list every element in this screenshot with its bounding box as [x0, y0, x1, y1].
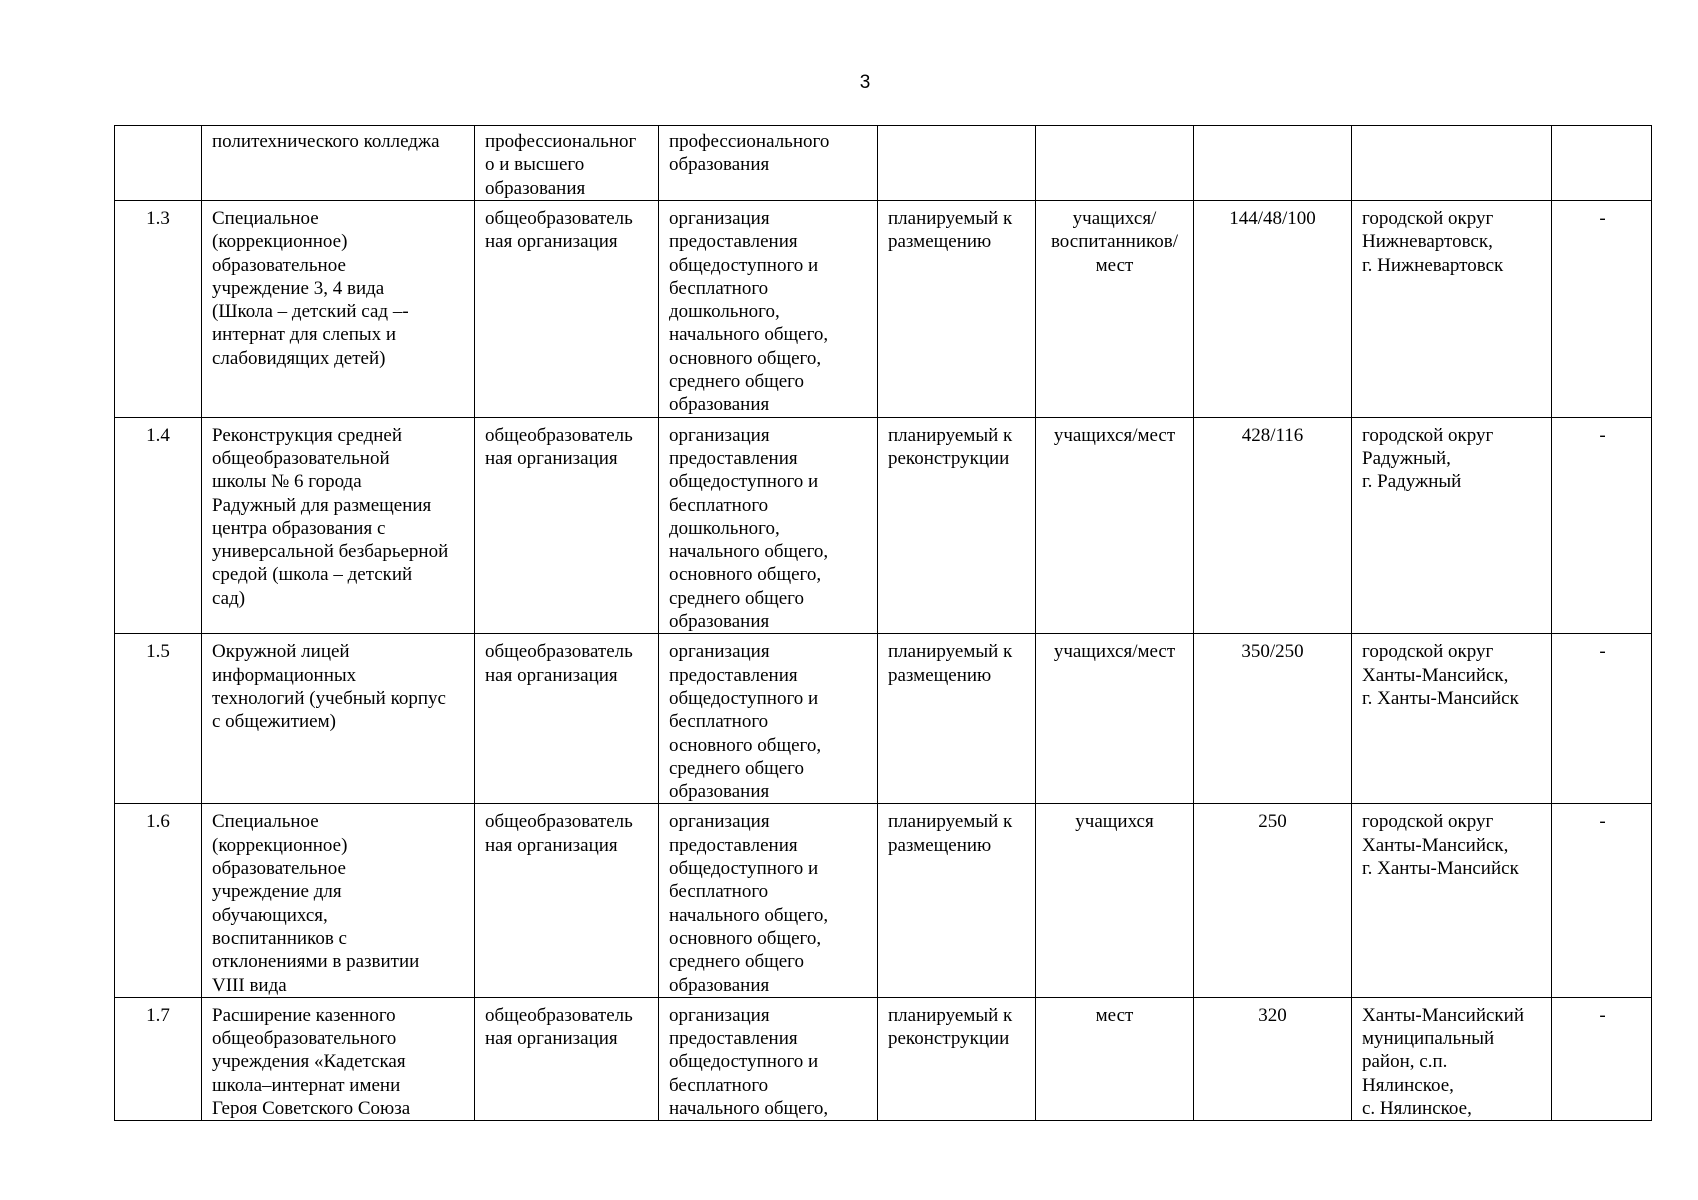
cell-line: образовательное	[212, 254, 346, 276]
object-status-cell	[878, 997, 1036, 1120]
cell-line: VIII вида	[212, 974, 287, 996]
cell-line: ная организация	[485, 447, 618, 469]
cell-line: универсальной безбарьерной	[212, 541, 449, 563]
cell-line: предоставления	[669, 1028, 798, 1050]
value-cell	[1194, 126, 1352, 201]
cell-line: городской округ	[1362, 641, 1494, 663]
cell-line: дошкольного,	[669, 517, 780, 539]
table-row	[115, 634, 1652, 804]
value-cell: 320	[1194, 997, 1352, 1120]
cell-line: начального общего,	[669, 1097, 829, 1119]
object-purpose-cell	[659, 634, 878, 804]
location-cell	[1352, 126, 1552, 201]
cell-line: общедоступного и	[669, 858, 819, 880]
cell-line: размещению	[888, 231, 992, 253]
object-purpose-cell	[659, 804, 878, 997]
cell-line: общедоступного и	[669, 687, 819, 709]
table-row	[115, 201, 1652, 418]
location-cell	[1352, 804, 1552, 997]
cell-line: воспитанников с	[212, 927, 347, 949]
value-cell: 144/48/100	[1194, 201, 1352, 418]
cell-line: предоставления	[669, 834, 798, 856]
cell-line: начального общего,	[669, 904, 829, 926]
row-number-cell: 1.3	[115, 201, 202, 418]
note-cell: -	[1552, 417, 1652, 634]
cell-line: предоставления	[669, 231, 798, 253]
objects-table	[114, 125, 1652, 1121]
cell-line: Радужный для размещения	[212, 494, 432, 516]
cell-line: отклонениями в развитии	[212, 951, 420, 973]
cell-line: планируемый к	[888, 641, 1013, 663]
location-cell	[1352, 201, 1552, 418]
cell-line: образовательное	[212, 858, 346, 880]
cell-line: муниципальный	[1362, 1028, 1495, 1050]
object-status-cell	[878, 126, 1036, 201]
row-number-cell: 1.6	[115, 804, 202, 997]
cell-line: учащихся/мест	[1053, 424, 1176, 446]
unit-cell	[1036, 126, 1194, 201]
table-row	[115, 997, 1652, 1120]
cell-line: учреждение 3, 4 вида	[212, 277, 385, 299]
cell-line: технологий (учебный корпус	[212, 687, 446, 709]
unit-cell	[1036, 201, 1194, 418]
cell-line: основного общего,	[669, 564, 822, 586]
cell-line: бесплатного	[669, 1074, 769, 1096]
cell-line: общедоступного и	[669, 254, 819, 276]
object-name-cell	[202, 997, 475, 1120]
cell-line: предоставления	[669, 447, 798, 469]
table-row	[115, 804, 1652, 997]
cell-line: основного общего,	[669, 734, 822, 756]
object-type-cell	[475, 201, 659, 418]
cell-line: начального общего,	[669, 324, 829, 346]
cell-line: мест	[1095, 254, 1134, 276]
cell-line: организация	[669, 208, 770, 229]
row-number-cell: 1.7	[115, 997, 202, 1120]
cell-line: среднего общего	[669, 951, 805, 973]
cell-line: основного общего,	[669, 927, 822, 949]
cell-line: учащихся/мест	[1053, 641, 1176, 663]
cell-line: школы № 6 города	[212, 471, 362, 493]
object-name-cell	[202, 634, 475, 804]
cell-line: обучающихся,	[212, 904, 328, 926]
cell-line: общеобразователь	[485, 811, 633, 833]
cell-line: Расширение казенного	[212, 1004, 396, 1026]
cell-line: Специальное	[212, 811, 319, 833]
cell-line: общеобразователь	[485, 1004, 633, 1026]
cell-line: размещению	[888, 664, 992, 686]
cell-line: мест	[1095, 1004, 1134, 1026]
table-body	[115, 126, 1652, 1121]
object-type-cell	[475, 997, 659, 1120]
cell-line: слабовидящих детей)	[212, 347, 386, 369]
cell-line: политехнического колледжа	[212, 131, 440, 152]
cell-line: Окружной лицей	[212, 641, 350, 663]
object-name-cell	[202, 417, 475, 634]
object-name-cell	[202, 126, 475, 201]
cell-line: среднего общего	[669, 587, 805, 609]
cell-line: воспитанников/	[1050, 231, 1179, 253]
cell-line: Ханты-Мансийск,	[1362, 834, 1509, 856]
value-cell: 250	[1194, 804, 1352, 997]
cell-line: Ханты-Мансийск,	[1362, 664, 1509, 686]
object-purpose-cell	[659, 417, 878, 634]
table-row	[115, 126, 1652, 201]
object-name-cell	[202, 804, 475, 997]
cell-line: городской округ	[1362, 811, 1494, 833]
unit-cell	[1036, 804, 1194, 997]
cell-line: организация	[669, 811, 770, 833]
unit-cell	[1036, 417, 1194, 634]
cell-line: учреждение для	[212, 881, 342, 903]
value-cell: 350/250	[1194, 634, 1352, 804]
note-cell: -	[1552, 634, 1652, 804]
location-cell	[1352, 997, 1552, 1120]
object-name-cell	[202, 201, 475, 418]
cell-line: о и высшего	[485, 154, 585, 176]
location-cell	[1352, 634, 1552, 804]
cell-line: образования	[669, 781, 770, 803]
cell-line: общеобразовательного	[212, 1028, 397, 1050]
cell-line: образования	[669, 394, 770, 416]
cell-line: предоставления	[669, 664, 798, 686]
row-number-cell: 1.5	[115, 634, 202, 804]
object-status-cell	[878, 634, 1036, 804]
object-purpose-cell	[659, 201, 878, 418]
cell-line: учащихся	[1075, 811, 1154, 833]
cell-line: общедоступного и	[669, 1051, 819, 1073]
cell-line: городской округ	[1362, 424, 1494, 446]
cell-line: информационных	[212, 664, 357, 686]
location-cell	[1352, 417, 1552, 634]
cell-line: (Школа – детский сад –-	[212, 301, 409, 323]
cell-line: ная организация	[485, 1028, 618, 1050]
cell-line: г. Ханты-Мансийск	[1362, 687, 1519, 709]
row-number-cell	[115, 126, 202, 201]
cell-line: размещению	[888, 834, 992, 856]
cell-line: средой (школа – детский	[212, 564, 413, 586]
page-number: 3	[859, 72, 871, 93]
cell-line: реконструкции	[888, 1028, 1010, 1050]
note-cell: -	[1552, 804, 1652, 997]
cell-line: школа–интернат имени	[212, 1074, 401, 1096]
cell-line: общеобразователь	[485, 424, 633, 446]
cell-line: г. Нижневартовск	[1362, 254, 1504, 276]
cell-line: начального общего,	[669, 541, 829, 563]
cell-line: Радужный,	[1362, 447, 1451, 469]
value-cell: 428/116	[1194, 417, 1352, 634]
cell-line: профессионального	[669, 131, 830, 152]
cell-line: бесплатного	[669, 711, 769, 733]
object-type-cell	[475, 126, 659, 201]
cell-line: Реконструкция средней	[212, 424, 403, 446]
cell-line: городской округ	[1362, 208, 1494, 229]
cell-line: г. Ханты-Мансийск	[1362, 858, 1519, 880]
cell-line: Специальное	[212, 208, 319, 229]
unit-cell	[1036, 997, 1194, 1120]
cell-line: Нижневартовск,	[1362, 231, 1493, 253]
cell-line: Ханты-Мансийский	[1362, 1004, 1524, 1026]
cell-line: интернат для слепых и	[212, 324, 397, 346]
cell-line: учащихся/	[1072, 208, 1157, 229]
cell-line: организация	[669, 424, 770, 446]
object-type-cell	[475, 417, 659, 634]
object-purpose-cell	[659, 126, 878, 201]
cell-line: образования	[669, 611, 770, 633]
cell-line: образования	[485, 177, 586, 199]
cell-line: бесплатного	[669, 881, 769, 903]
object-status-cell	[878, 417, 1036, 634]
cell-line: планируемый к	[888, 1004, 1013, 1026]
cell-line: Нялинское,	[1362, 1074, 1454, 1096]
cell-line: организация	[669, 641, 770, 663]
cell-line: планируемый к	[888, 424, 1013, 446]
row-number-cell: 1.4	[115, 417, 202, 634]
cell-line: планируемый к	[888, 208, 1013, 229]
cell-line: (коррекционное)	[212, 231, 348, 253]
cell-line: общеобразователь	[485, 208, 633, 229]
cell-line: организация	[669, 1004, 770, 1026]
object-type-cell	[475, 804, 659, 997]
cell-line: общеобразовательной	[212, 447, 390, 469]
cell-line: Героя Советского Союза	[212, 1097, 411, 1119]
cell-line: реконструкции	[888, 447, 1010, 469]
unit-cell	[1036, 634, 1194, 804]
object-purpose-cell	[659, 997, 878, 1120]
cell-line: основного общего,	[669, 347, 822, 369]
cell-line: среднего общего	[669, 371, 805, 393]
cell-line: (коррекционное)	[212, 834, 348, 856]
cell-line: ная организация	[485, 664, 618, 686]
table-row	[115, 417, 1652, 634]
cell-line: бесплатного	[669, 277, 769, 299]
cell-line: общедоступного и	[669, 471, 819, 493]
cell-line: г. Радужный	[1362, 471, 1462, 493]
cell-line: ная организация	[485, 231, 618, 253]
cell-line: район, с.п.	[1362, 1051, 1448, 1073]
cell-line: с общежитием)	[212, 711, 336, 733]
note-cell	[1552, 126, 1652, 201]
object-type-cell	[475, 634, 659, 804]
cell-line: образования	[669, 154, 770, 176]
cell-line: общеобразователь	[485, 641, 633, 663]
cell-line: сад)	[212, 587, 246, 609]
cell-line: бесплатного	[669, 494, 769, 516]
cell-line: образования	[669, 974, 770, 996]
note-cell: -	[1552, 997, 1652, 1120]
cell-line: ная организация	[485, 834, 618, 856]
note-cell: -	[1552, 201, 1652, 418]
cell-line: с. Нялинское,	[1362, 1097, 1472, 1119]
object-status-cell	[878, 201, 1036, 418]
cell-line: учреждения «Кадетская	[212, 1051, 406, 1073]
cell-line: планируемый к	[888, 811, 1013, 833]
cell-line: профессиональног	[485, 131, 637, 152]
cell-line: среднего общего	[669, 757, 805, 779]
cell-line: дошкольного,	[669, 301, 780, 323]
cell-line: центра образования с	[212, 517, 386, 539]
object-status-cell	[878, 804, 1036, 997]
